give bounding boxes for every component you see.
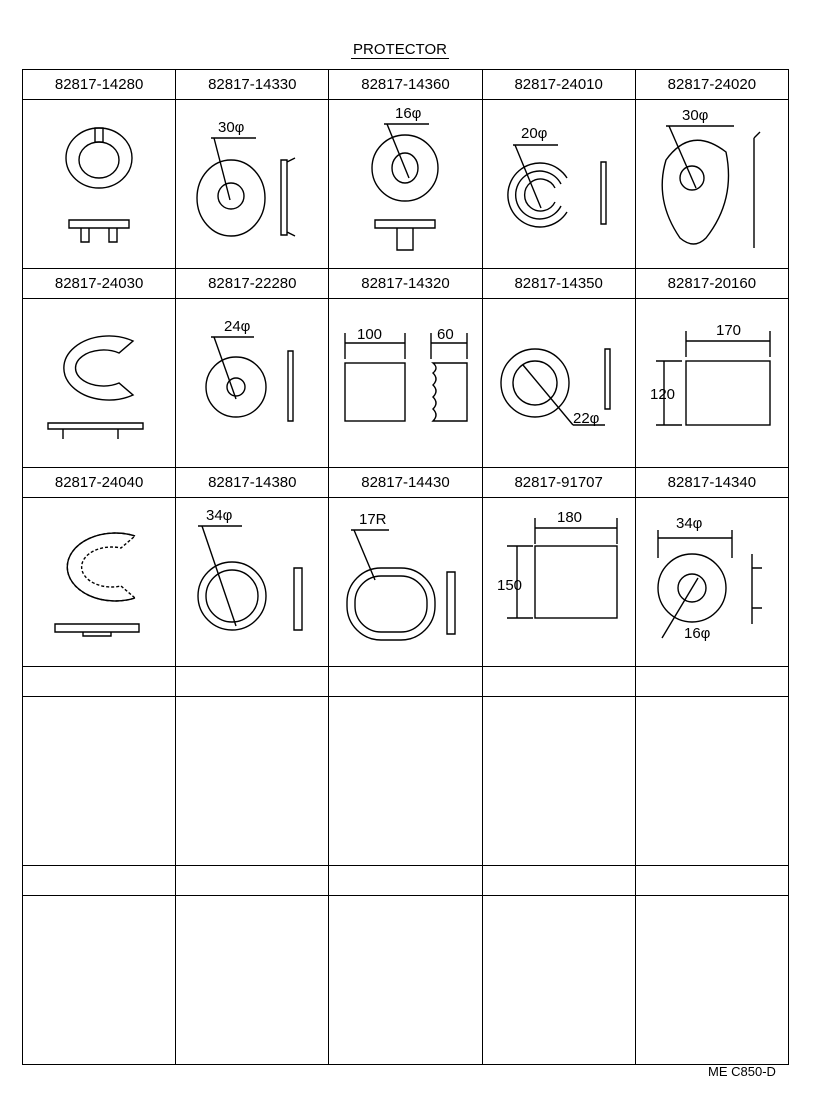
empty-cell: [176, 697, 329, 866]
drawing-cell: [329, 100, 482, 269]
drawing-row: [23, 498, 789, 667]
empty-cell: [23, 896, 176, 1065]
empty-cell: [329, 866, 482, 896]
svg-text:30φ: 30φ: [218, 119, 245, 136]
svg-text:120: 120: [649, 386, 675, 403]
drawing-cell: [482, 100, 635, 269]
c-ring-protector-drawing: [483, 100, 635, 268]
ring-protector-drawing: [176, 498, 328, 666]
part-number: 82817-24030: [23, 269, 176, 299]
hatched-clip-protector-drawing: [23, 498, 175, 666]
drawing-cell: [176, 498, 329, 667]
svg-text:20φ: 20φ: [520, 125, 548, 142]
empty-cell: [482, 667, 635, 697]
empty-cell: [23, 667, 176, 697]
round-protector-drawing: [176, 100, 328, 268]
header-row: [23, 468, 789, 498]
empty-cell: [329, 697, 482, 866]
part-number: 82817-14360: [329, 70, 482, 100]
page-title: PROTECTOR: [353, 41, 447, 58]
header-row: [23, 667, 789, 697]
drawing-row: [23, 896, 789, 1065]
part-number: 82817-14430: [329, 468, 482, 498]
part-number: 82817-14330: [176, 70, 329, 100]
header-row: [23, 70, 789, 100]
empty-cell: [23, 697, 176, 866]
empty-cell: [329, 896, 482, 1065]
empty-cell: [176, 667, 329, 697]
part-number: 82817-22280: [176, 269, 329, 299]
c-clip-protector-drawing: [23, 299, 175, 467]
round-clip-protector-drawing: [329, 100, 481, 268]
empty-cell: [176, 896, 329, 1065]
part-number: 82817-24010: [482, 70, 635, 100]
part-number: 82817-14280: [23, 70, 176, 100]
oval-ring-protector-drawing: [329, 498, 481, 666]
empty-cell: [482, 896, 635, 1065]
drawing-cell: [329, 299, 482, 468]
svg-text:24φ: 24φ: [224, 318, 251, 335]
drawing-cell: [23, 100, 176, 269]
svg-text:16φ: 16φ: [683, 625, 711, 642]
svg-text:22φ: 22φ: [572, 410, 600, 427]
empty-cell: [635, 667, 788, 697]
drawing-cell: [635, 299, 788, 468]
empty-cell: [635, 697, 788, 866]
header-row: [23, 269, 789, 299]
empty-cell: [176, 866, 329, 896]
part-number: 82817-24040: [23, 468, 176, 498]
svg-text:60: 60: [437, 326, 455, 343]
part-number: 82817-91707: [482, 468, 635, 498]
empty-cell: [635, 866, 788, 896]
round-protector-drawing: [636, 498, 788, 666]
svg-text:34φ: 34φ: [206, 507, 233, 524]
drawing-cell: [23, 498, 176, 667]
part-number: 82817-20160: [635, 269, 788, 299]
teardrop-protector-drawing: [636, 100, 788, 268]
drawing-row: [23, 299, 789, 468]
drawing-cell: [482, 299, 635, 468]
drawing-row: [23, 697, 789, 866]
sheet-protector-drawing: [483, 498, 635, 666]
empty-cell: [635, 896, 788, 1065]
part-number: 82817-14320: [329, 269, 482, 299]
svg-text:100: 100: [357, 326, 383, 343]
round-protector-drawing: [176, 299, 328, 467]
empty-cell: [23, 866, 176, 896]
part-number: 82817-14380: [176, 468, 329, 498]
round-protector-drawing: [483, 299, 635, 467]
svg-text:150: 150: [496, 577, 522, 594]
svg-text:16φ: 16φ: [395, 105, 422, 122]
empty-cell: [482, 866, 635, 896]
svg-text:17R: 17R: [359, 511, 387, 528]
drawing-row: [23, 100, 789, 269]
drawing-cell: [176, 100, 329, 269]
part-number: 82817-24020: [635, 70, 788, 100]
drawing-cell: [635, 498, 788, 667]
drawing-cell: [23, 299, 176, 468]
empty-cell: [329, 667, 482, 697]
drawing-cell: [176, 299, 329, 468]
svg-text:180: 180: [556, 509, 582, 526]
parts-table: [22, 69, 789, 1065]
empty-cell: [482, 697, 635, 866]
drawing-cell: [635, 100, 788, 269]
svg-text:170: 170: [715, 322, 741, 339]
c-ring-protector-drawing: [23, 100, 175, 268]
sheet-protector-drawing: [329, 299, 481, 467]
header-row: [23, 866, 789, 896]
svg-text:34φ: 34φ: [675, 515, 703, 532]
part-number: 82817-14350: [482, 269, 635, 299]
svg-text:30φ: 30φ: [681, 107, 709, 124]
sheet-protector-drawing: [636, 299, 788, 467]
drawing-code: ME C850-D: [708, 1064, 776, 1079]
drawing-cell: [482, 498, 635, 667]
part-number: 82817-14340: [635, 468, 788, 498]
drawing-cell: [329, 498, 482, 667]
